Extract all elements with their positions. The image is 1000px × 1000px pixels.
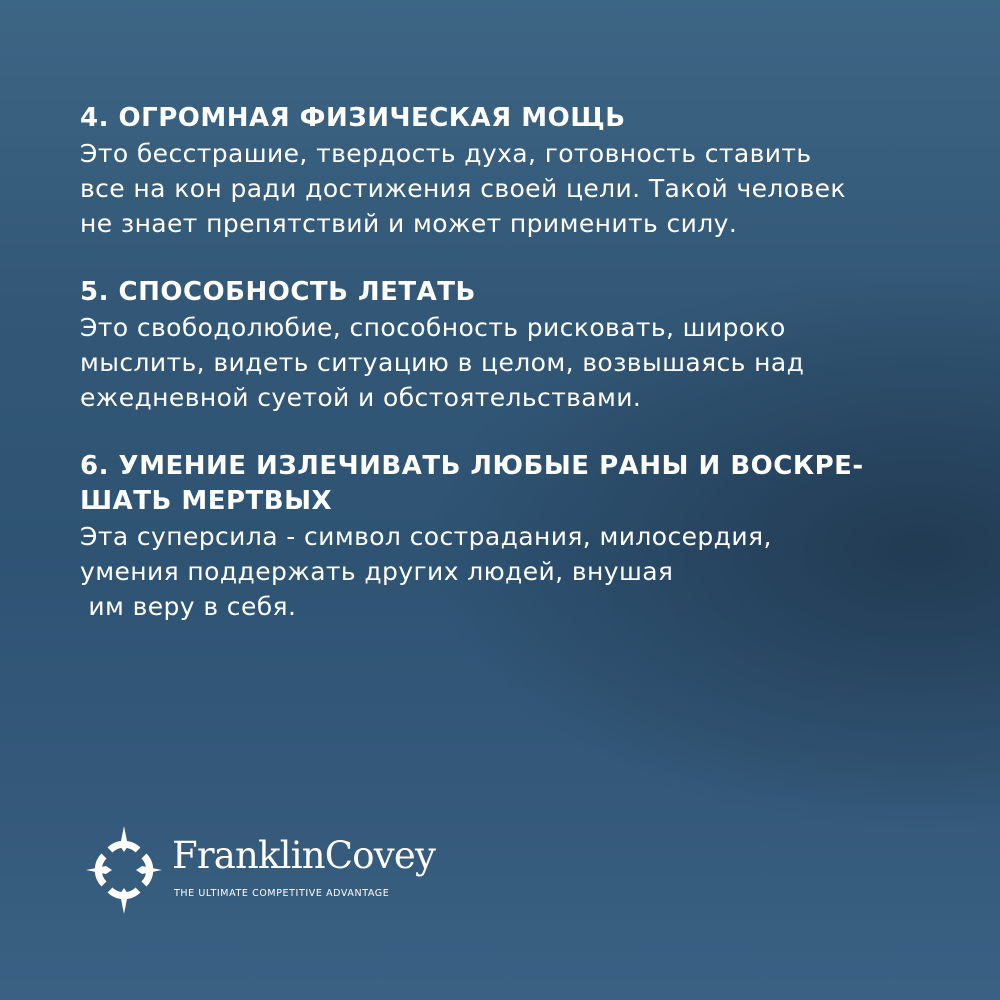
section-heading: 4. ОГРОМНАЯ ФИЗИЧЕСКАЯ МОЩЬ bbox=[80, 103, 626, 133]
section-text-line: Это бесстрашие, твердость духа, готовность ставить bbox=[80, 139, 812, 168]
franklin-covey-logo bbox=[86, 826, 436, 916]
compass-icon bbox=[86, 826, 162, 914]
section-heading: ШАТЬ МЕРТВЫХ bbox=[80, 486, 333, 516]
logo-tagline: THE ULTIMATE COMPETITIVE ADVANTAGE bbox=[174, 888, 390, 899]
section-text-line: мыслить, видеть ситуацию в целом, возвышаясь над bbox=[80, 348, 805, 377]
section-heading: 5. СПОСОБНОСТЬ ЛЕТАТЬ bbox=[80, 277, 476, 307]
section-text-line: Это свободолюбие, способность рисковать, широко bbox=[80, 313, 786, 342]
logo-wordmark: FranklinCovey bbox=[172, 834, 436, 877]
section-flight bbox=[80, 275, 960, 415]
section-text-line: Эта суперсила - символ сострадания, милосердия, bbox=[80, 522, 772, 551]
section-healing bbox=[80, 449, 960, 624]
section-physical-power bbox=[80, 101, 960, 241]
section-text-line: ежедневной суетой и обстоятельствами. bbox=[80, 383, 642, 412]
section-heading: 6. УМЕНИЕ ИЗЛЕЧИВАТЬ ЛЮБЫЕ РАНЫ И ВОСКРЕ- bbox=[80, 451, 864, 481]
main-content bbox=[80, 101, 960, 624]
section-text-line: умения поддержать других людей, внушая bbox=[80, 557, 674, 586]
section-text-line: не знает препятствий и может применить силу. bbox=[80, 209, 738, 238]
section-text-line: им веру в себя. bbox=[80, 592, 297, 621]
section-text-line: все на кон ради достижения своей цели. Такой человек bbox=[80, 174, 846, 203]
